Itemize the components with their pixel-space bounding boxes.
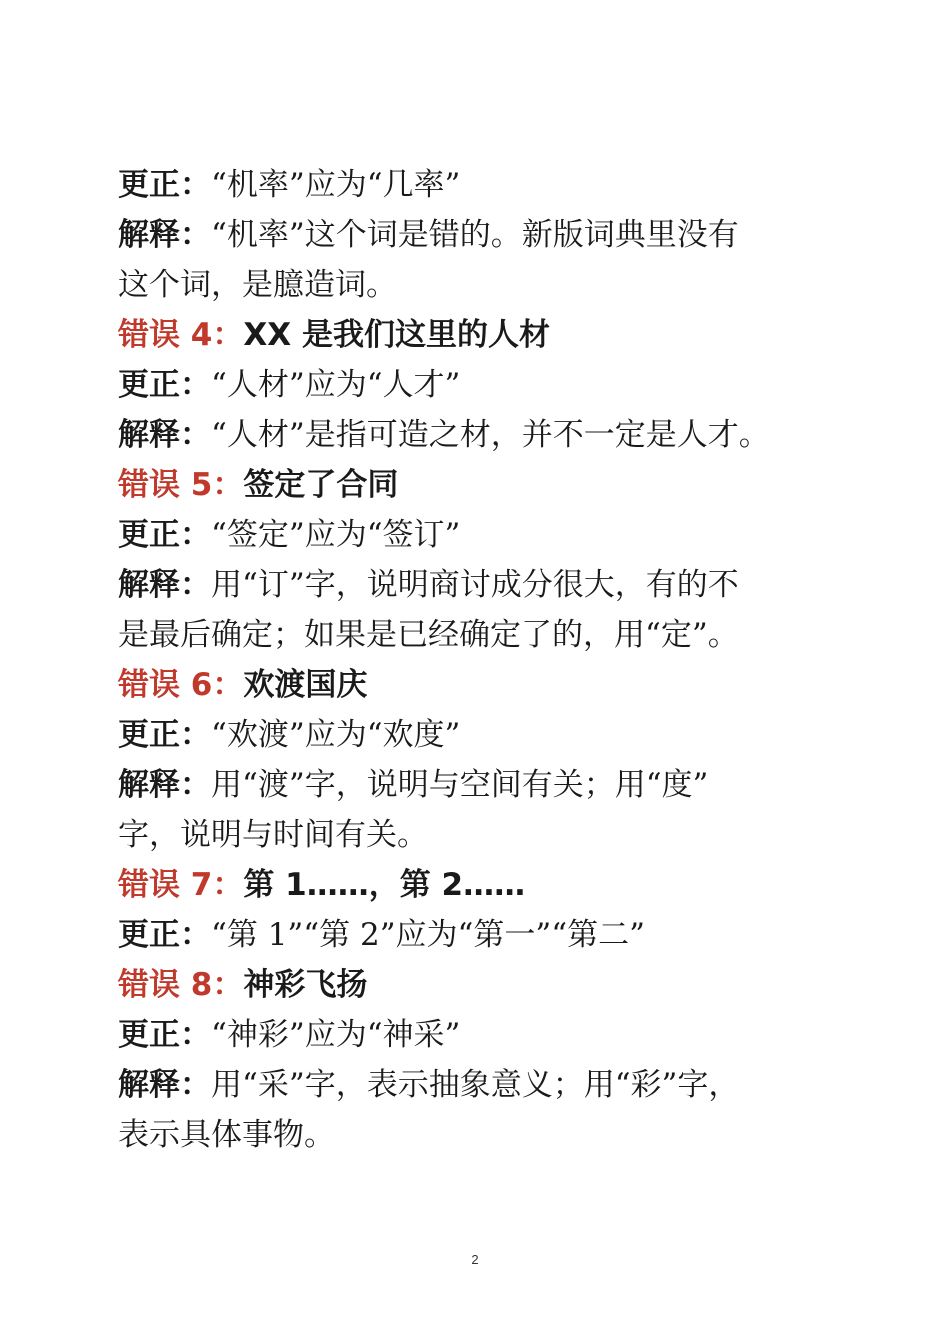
error-heading xyxy=(118,460,848,510)
explanation-line xyxy=(118,1060,848,1110)
explanation-text: “人材”是指可造之材，并不一定是人才。 xyxy=(211,417,770,453)
explanation-text: “机率”这个词是错的。新版词典里没有 xyxy=(211,217,739,253)
explanation-label: 解释： xyxy=(118,567,211,603)
correction-line xyxy=(118,1010,848,1060)
explanation-continuation xyxy=(118,610,848,660)
explanation-label: 解释： xyxy=(118,1067,211,1103)
error-text: 第 1……，第 2…… xyxy=(243,867,526,903)
explanation-continuation xyxy=(118,260,848,310)
correction-text: “欢渡”应为“欢度” xyxy=(211,717,461,753)
correction-line xyxy=(118,360,848,410)
correction-label: 更正： xyxy=(118,717,211,753)
correction-line xyxy=(118,160,848,210)
explanation-label: 解释： xyxy=(118,417,211,453)
error-text: 签定了合同 xyxy=(243,467,399,503)
correction-label: 更正： xyxy=(118,167,211,203)
error-label: 错误 6： xyxy=(118,667,244,703)
correction-text: “签定”应为“签订” xyxy=(211,517,461,553)
error-heading xyxy=(118,660,848,710)
continuation-text: 表示具体事物。 xyxy=(118,1117,335,1153)
error-label: 错误 5： xyxy=(118,467,244,503)
correction-label: 更正： xyxy=(118,517,211,553)
correction-text: “第 1”“第 2”应为“第一”“第二” xyxy=(211,917,645,953)
error-label: 错误 7： xyxy=(118,867,244,903)
explanation-label: 解释： xyxy=(118,767,211,803)
correction-line xyxy=(118,910,848,960)
error-heading xyxy=(118,310,848,360)
explanation-text: 用“采”字，表示抽象意义；用“彩”字， xyxy=(211,1067,740,1103)
explanation-line xyxy=(118,760,848,810)
explanation-text: 用“订”字，说明商讨成分很大，有的不 xyxy=(211,567,739,603)
error-text: 欢渡国庆 xyxy=(243,667,368,703)
error-label: 错误 8： xyxy=(118,967,244,1003)
correction-label: 更正： xyxy=(118,1017,211,1053)
explanation-label: 解释： xyxy=(118,217,211,253)
correction-line xyxy=(118,510,848,560)
page-number: 2 xyxy=(471,1252,479,1267)
continuation-text: 是最后确定；如果是已经确定了的，用“定”。 xyxy=(118,617,739,653)
explanation-continuation xyxy=(118,810,848,860)
correction-label: 更正： xyxy=(118,367,211,403)
correction-line xyxy=(118,710,848,760)
error-heading xyxy=(118,960,848,1010)
continuation-text: 这个词，是臆造词。 xyxy=(118,267,397,303)
error-label: 错误 4： xyxy=(118,317,244,353)
error-text: 神彩飞扬 xyxy=(243,967,368,1003)
explanation-text: 用“渡”字，说明与空间有关；用“度” xyxy=(211,767,709,803)
correction-text: “神彩”应为“神采” xyxy=(211,1017,461,1053)
explanation-line xyxy=(118,210,848,260)
correction-text: “机率”应为“几率” xyxy=(211,167,461,203)
continuation-text: 字，说明与时间有关。 xyxy=(118,817,428,853)
error-text: XX 是我们这里的人材 xyxy=(243,317,550,353)
explanation-line xyxy=(118,410,848,460)
document-body xyxy=(118,160,848,1160)
error-heading xyxy=(118,860,848,910)
explanation-line xyxy=(118,560,848,610)
explanation-continuation xyxy=(118,1110,848,1160)
correction-label: 更正： xyxy=(118,917,211,953)
correction-text: “人材”应为“人才” xyxy=(211,367,461,403)
